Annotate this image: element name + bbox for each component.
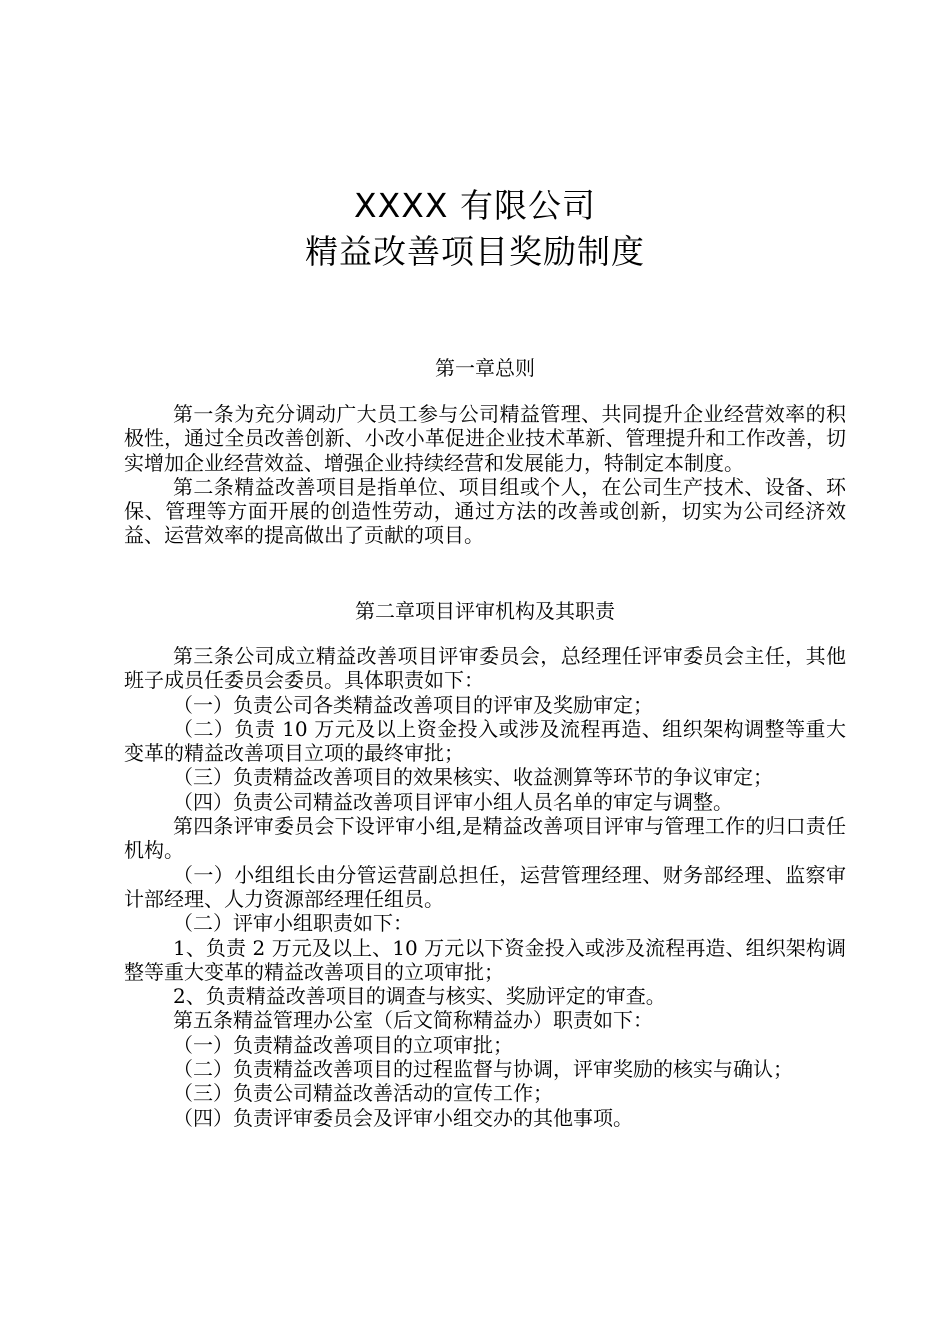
document-title: 精益改善项目奖励制度 (305, 232, 645, 271)
article-4-item-2: （二）评审小组职责如下： (173, 911, 413, 936)
article-3-item-2: （二）负责 10 万元及以上资金投入或涉及流程再造、组织架构调整等重大变革的精益改善项目立项的最终审批； (124, 716, 846, 766)
chapter-2-heading: 第二章项目评审机构及其职责 (355, 599, 615, 623)
article-4-subitem-1: 1、负责 2 万元及以上、10 万元以下资金投入或涉及流程再造、组织架构调整等重大变革的精益改善项目的立项审批； (124, 935, 846, 984)
article-3-item-1: （一）负责公司各类精益改善项目的评审及奖励审定； (173, 692, 653, 717)
chapter-1-heading: 第一章总则 (435, 356, 535, 380)
article-5-item-4: （四）负责评审委员会及评审小组交办的其他事项。 (173, 1105, 633, 1130)
article-4-subitem-2: 2、负责精益改善项目的调查与核实、奖励评定的审查。 (173, 984, 666, 1009)
article-1: 第一条为充分调动广大员工参与公司精益管理、共同提升企业经营效率的积极性，通过全员改善创新、小改小革促进企业技术革新、管理提升和工作改善，切实增加企业经营效益、增强企业持续经营和发展能力，特制定本制度。 (124, 402, 846, 475)
article-3-item-4: （四）负责公司精益改善项目评审小组人员名单的审定与调整。 (173, 789, 733, 814)
article-3: 第三条公司成立精益改善项目评审委员会，总经理任评审委员会主任，其他班子成员任委员会委员。具体职责如下： (124, 644, 846, 693)
article-4-item-1: （一）小组组长由分管运营副总担任，运营管理经理、财务部经理、监察审计部经理、人力资源部经理任组员。 (124, 862, 846, 911)
article-2: 第二条精益改善项目是指单位、项目组或个人，在公司生产技术、设备、环保、管理等方面开展的创造性劳动，通过方法的改善或创新，切实为公司经济效益、运营效率的提高做出了贡献的项目。 (124, 474, 846, 548)
chapter-2-body (124, 644, 846, 1130)
article-4: 第四条评审委员会下设评审小组,是精益改善项目评审与管理工作的归口责任机构。 (124, 814, 846, 863)
article-5-item-2: （二）负责精益改善项目的过程监督与协调，评审奖励的核实与确认； (173, 1057, 793, 1082)
chapter-1-body (124, 402, 846, 548)
article-5-item-3: （三）负责公司精益改善活动的宣传工作； (173, 1081, 553, 1106)
article-3-item-3: （三）负责精益改善项目的效果核实、收益测算等环节的争议审定； (173, 765, 773, 790)
company-title: XXXX 有限公司 (354, 186, 596, 225)
article-5-item-1: （一）负责精益改善项目的立项审批； (173, 1032, 513, 1057)
article-5: 第五条精益管理办公室（后文简称精益办）职责如下： (173, 1008, 653, 1033)
